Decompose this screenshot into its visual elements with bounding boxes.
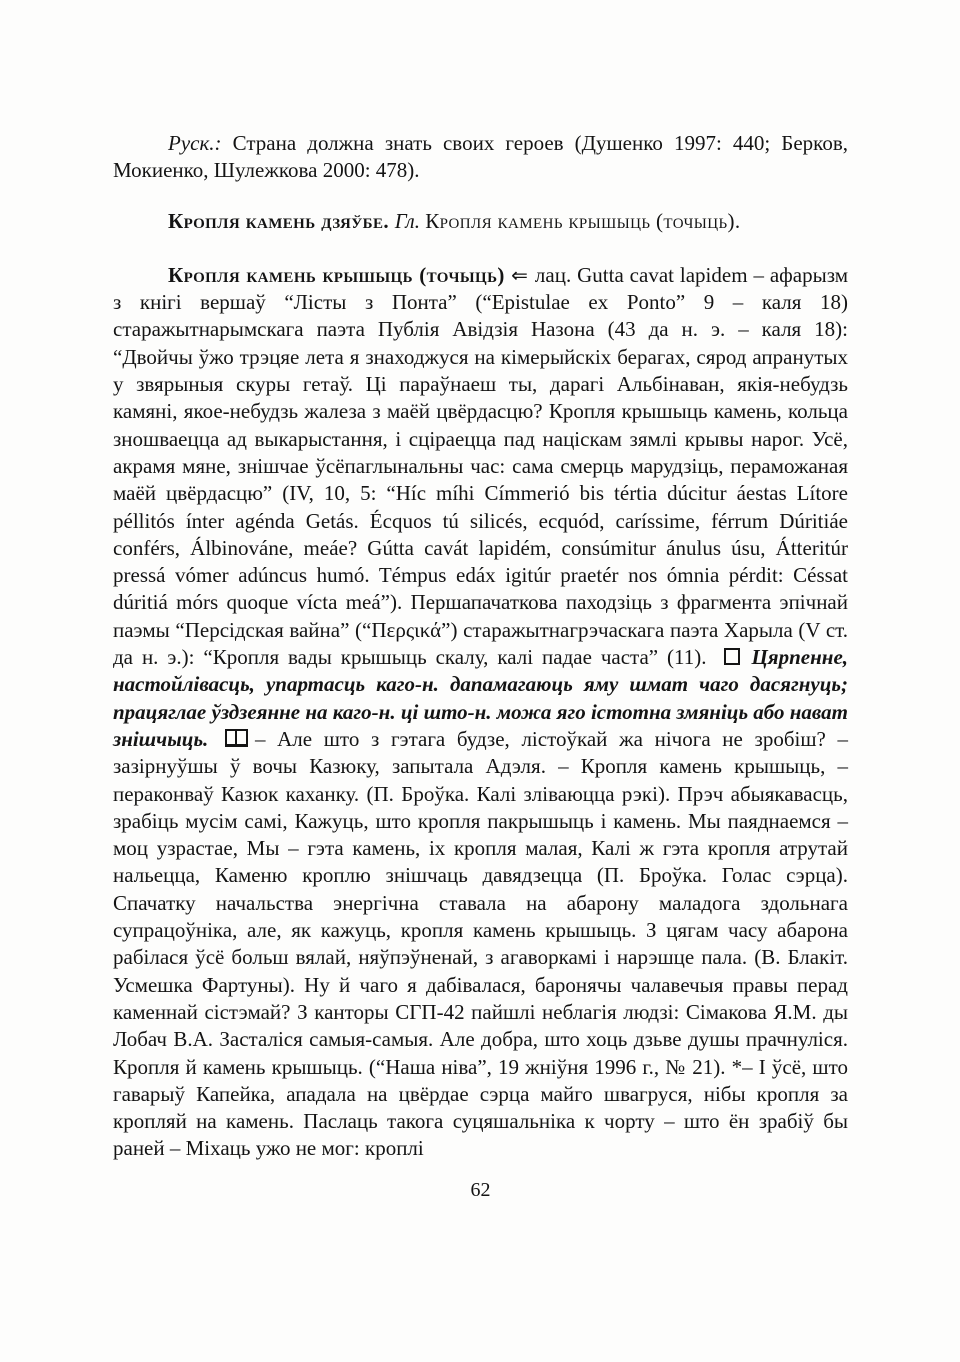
definition-marker-icon xyxy=(724,648,740,665)
open-book-icon xyxy=(225,729,248,747)
referenced-headword: Кропля камень крышыць (точыць). xyxy=(425,208,741,233)
language-label: Руск.: xyxy=(168,131,233,155)
usage-examples-text: – Але што з гэтага будзе, лістоўкай жа нічога не зробіш? – зазірнуўшы ў вочы Казюку, запытала Адэля. – Кропля камень крышыць, – пераконваў Казюк каханку. (П. Броўка. Калі зліваюцца рэкі). Прэч абыякавасць, зрабіць мусім самі, Кажуць, што кропля пакрышыць і камень. Мы паяднаемся – моц узрастае, Мы – гэта камень, іх кропля малая, Калі ж гэта кропля атрутай нальецца, Каменю кроплю знішчаць давядзецца (П. Броўка. Голас сэрца). Спачатку начальства энергічна ставала на абарону маладога здольнага супрацоўніка, але, як кажуць, кропля камень крышыць. З цягам часу абарона рабілася ўсё больш вялай, няўпэўненай, з агаворкамі і нарэшце пала. (В. Блакіт. Усмешка Фартуны). Ну й чаго я дабівалася, баронячы чалавечыя правы перад каменнай сістэмай? З канторы СГП-42 пайшлі неблагія людзі: Сімакова Я.М. ды Лобач В.А. Засталіся самыя-самыя. Але добра, што хоць дзьве душы прачнуліся. Кропля й камень крышыць. (“Наша ніва”, 19 жніўня 1996 г., № 21). *– І ўсё, што гаварыў Капейка, ападала на цвёрдае сэрца майго швагруся, нібы кропля за кропляй на камень. Паслаць такога суцяшальніка к чорту – што ён зрабіў бы раней – Міхаць ужо не мог: кроплі xyxy=(113,726,848,1161)
page-number: 62 xyxy=(470,1178,491,1201)
see-label: Гл. xyxy=(394,208,426,233)
cross-reference-heading xyxy=(113,208,848,235)
entry-paragraph xyxy=(113,262,848,1163)
russian-equivalent-paragraph xyxy=(113,130,848,185)
derived-from-arrow: ⇐ xyxy=(511,262,535,287)
russian-proverb-text: Страна должна знать своих героев (Душенко 1997: 440; Берков, Мокиенко, Шулежкова 2000: 478). xyxy=(113,131,848,183)
headword: Кропля камень дзяўбе. xyxy=(168,208,395,233)
definition-text: Цярпенне, настойлівасць, упартасць каго-н. дапамагаюць яму шмат чаго дасягнуць; працяглае ўздзеянне на каго-н. ці што-н. можа яго істотна змяніць або нават знішчыць. xyxy=(113,645,849,751)
etymology-text: лац. Gutta cavat lapidem – афарызм з кнігі вершаў “Лісты з Понта” (“Epistulae ex Ponto” 9 – каля 18) старажытнарымскага паэта Публія Авідзія Назона (43 да н. э. – каля 18): “Двойчы ўжо трэцяе лета я знаходжуся на кімерыйскіх берагах, сярод апранутых у звярыныя скуры гетаў. Ці параўнаеш ты, дарагі Альбінаван, якія-небудзь камяні, якое-небудзь жалеза з маёй цвёрдасцю? Кропля крышыць камень, кольца зношваецца ад выкарыстання, і сціраецца пад націскам зямлі крывы нарог. Усё, акрамя мяне, знішчае ўсёпаглынальны час: сама смерць марудзіць, пераможаная маёй цвёрдасцю” (IV, 10, 5: “Híc míhi Címmerió bis tértia dúcitur áestas Lítore péllitós ínter agénda Getás. Écquos tú silicés, ecquód, caríssime, férrum Dúritiáe conférs, Álbinováne, meáe? Gútta cavát lapidém, consúmitur ánulus úsu, Átteritúr pressá vómer adúncus humó. Témpus edáx igitúr praetér nos ómnia pérdit: Céssat dúritiá mórs quoque vícta meá”). Першапачаткова паходзіць з фрагмента эпічнай паэмы “Персідская вайна” (“Περςικά”) старажытнагрэчаскага паэта Харыла (V ст. да н. э.): “Кропля вады крышыць скалу, калі падае часта” (11). xyxy=(113,262,848,670)
headword: Кропля камень крышыць (точыць) xyxy=(168,262,512,287)
